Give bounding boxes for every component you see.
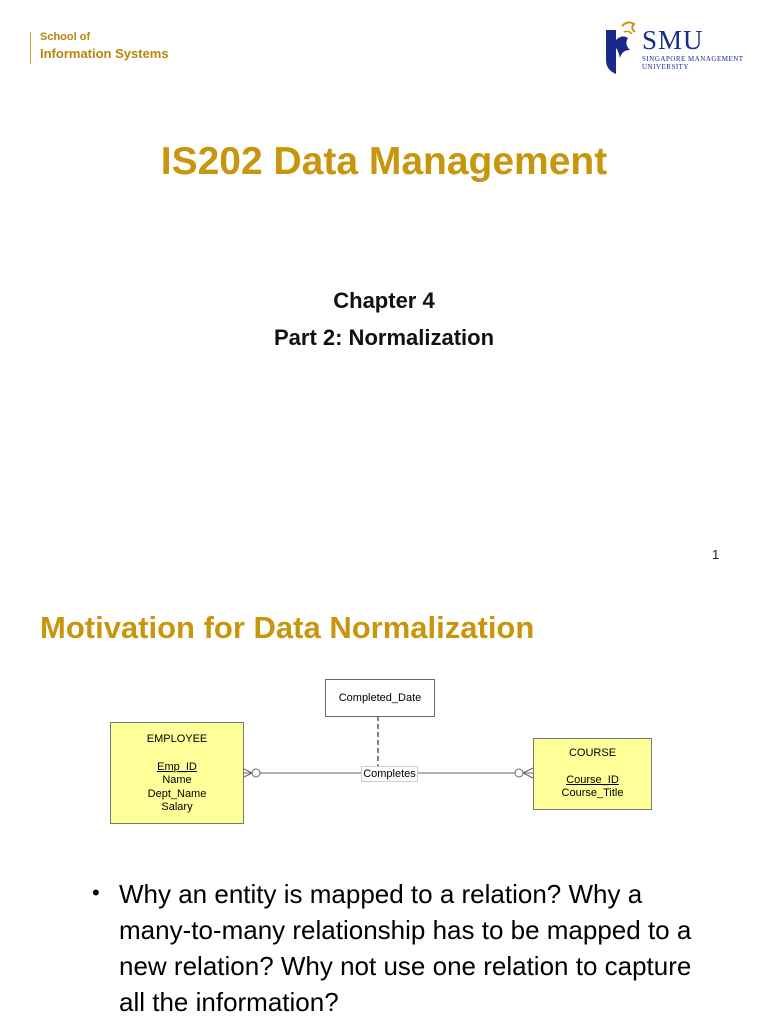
slide-heading: Motivation for Data Normalization <box>40 610 535 645</box>
course-crowfoot-bottom <box>523 773 533 778</box>
attribute-box-completed-date: Completed_Date <box>325 679 435 717</box>
entity-employee-attr: Dept_Name <box>147 787 207 800</box>
entity-employee-title: EMPLOYEE <box>146 733 208 745</box>
chapter-label: Chapter 4 <box>333 288 435 313</box>
smu-wordmark: SMU <box>642 25 704 55</box>
course-optional-circle <box>515 769 523 777</box>
bullet-text: Why an entity is mapped to a relation? Why a many-to-many relationship has to be mapped to a new relation? Why not use one relation to capture all the information? <box>119 879 692 1017</box>
course-crowfoot-top <box>523 768 533 773</box>
page-number: 1 <box>712 547 720 562</box>
school-logo-bar <box>30 32 31 64</box>
entity-course-key: Course_ID <box>566 773 619 786</box>
entity-course-title: COURSE <box>568 747 617 759</box>
relationship-label: Completes <box>361 766 418 782</box>
entity-employee <box>110 722 244 824</box>
entity-employee-attr: Name <box>162 774 192 786</box>
entity-course <box>533 738 652 810</box>
employee-optional-circle <box>252 769 260 777</box>
entity-employee-attr: Salary <box>161 801 193 813</box>
bullet-marker: • <box>92 880 100 905</box>
school-logo-line1: School of <box>40 31 91 43</box>
entity-employee-key: Emp_ID <box>157 760 197 773</box>
school-logo-line2: Information Systems <box>40 46 169 61</box>
part-label: Part 2: Normalization <box>273 325 495 350</box>
smu-subtitle-line1: SINGAPORE MANAGEMENT <box>642 55 744 63</box>
smu-subtitle-line2: UNIVERSITY <box>642 63 689 71</box>
entity-course-attr: Course_Title <box>561 787 624 799</box>
smu-logo <box>602 20 742 76</box>
content-slide <box>0 580 768 1024</box>
slide-title: IS202 Data Management <box>160 140 608 183</box>
smu-lion-icon <box>602 20 638 74</box>
